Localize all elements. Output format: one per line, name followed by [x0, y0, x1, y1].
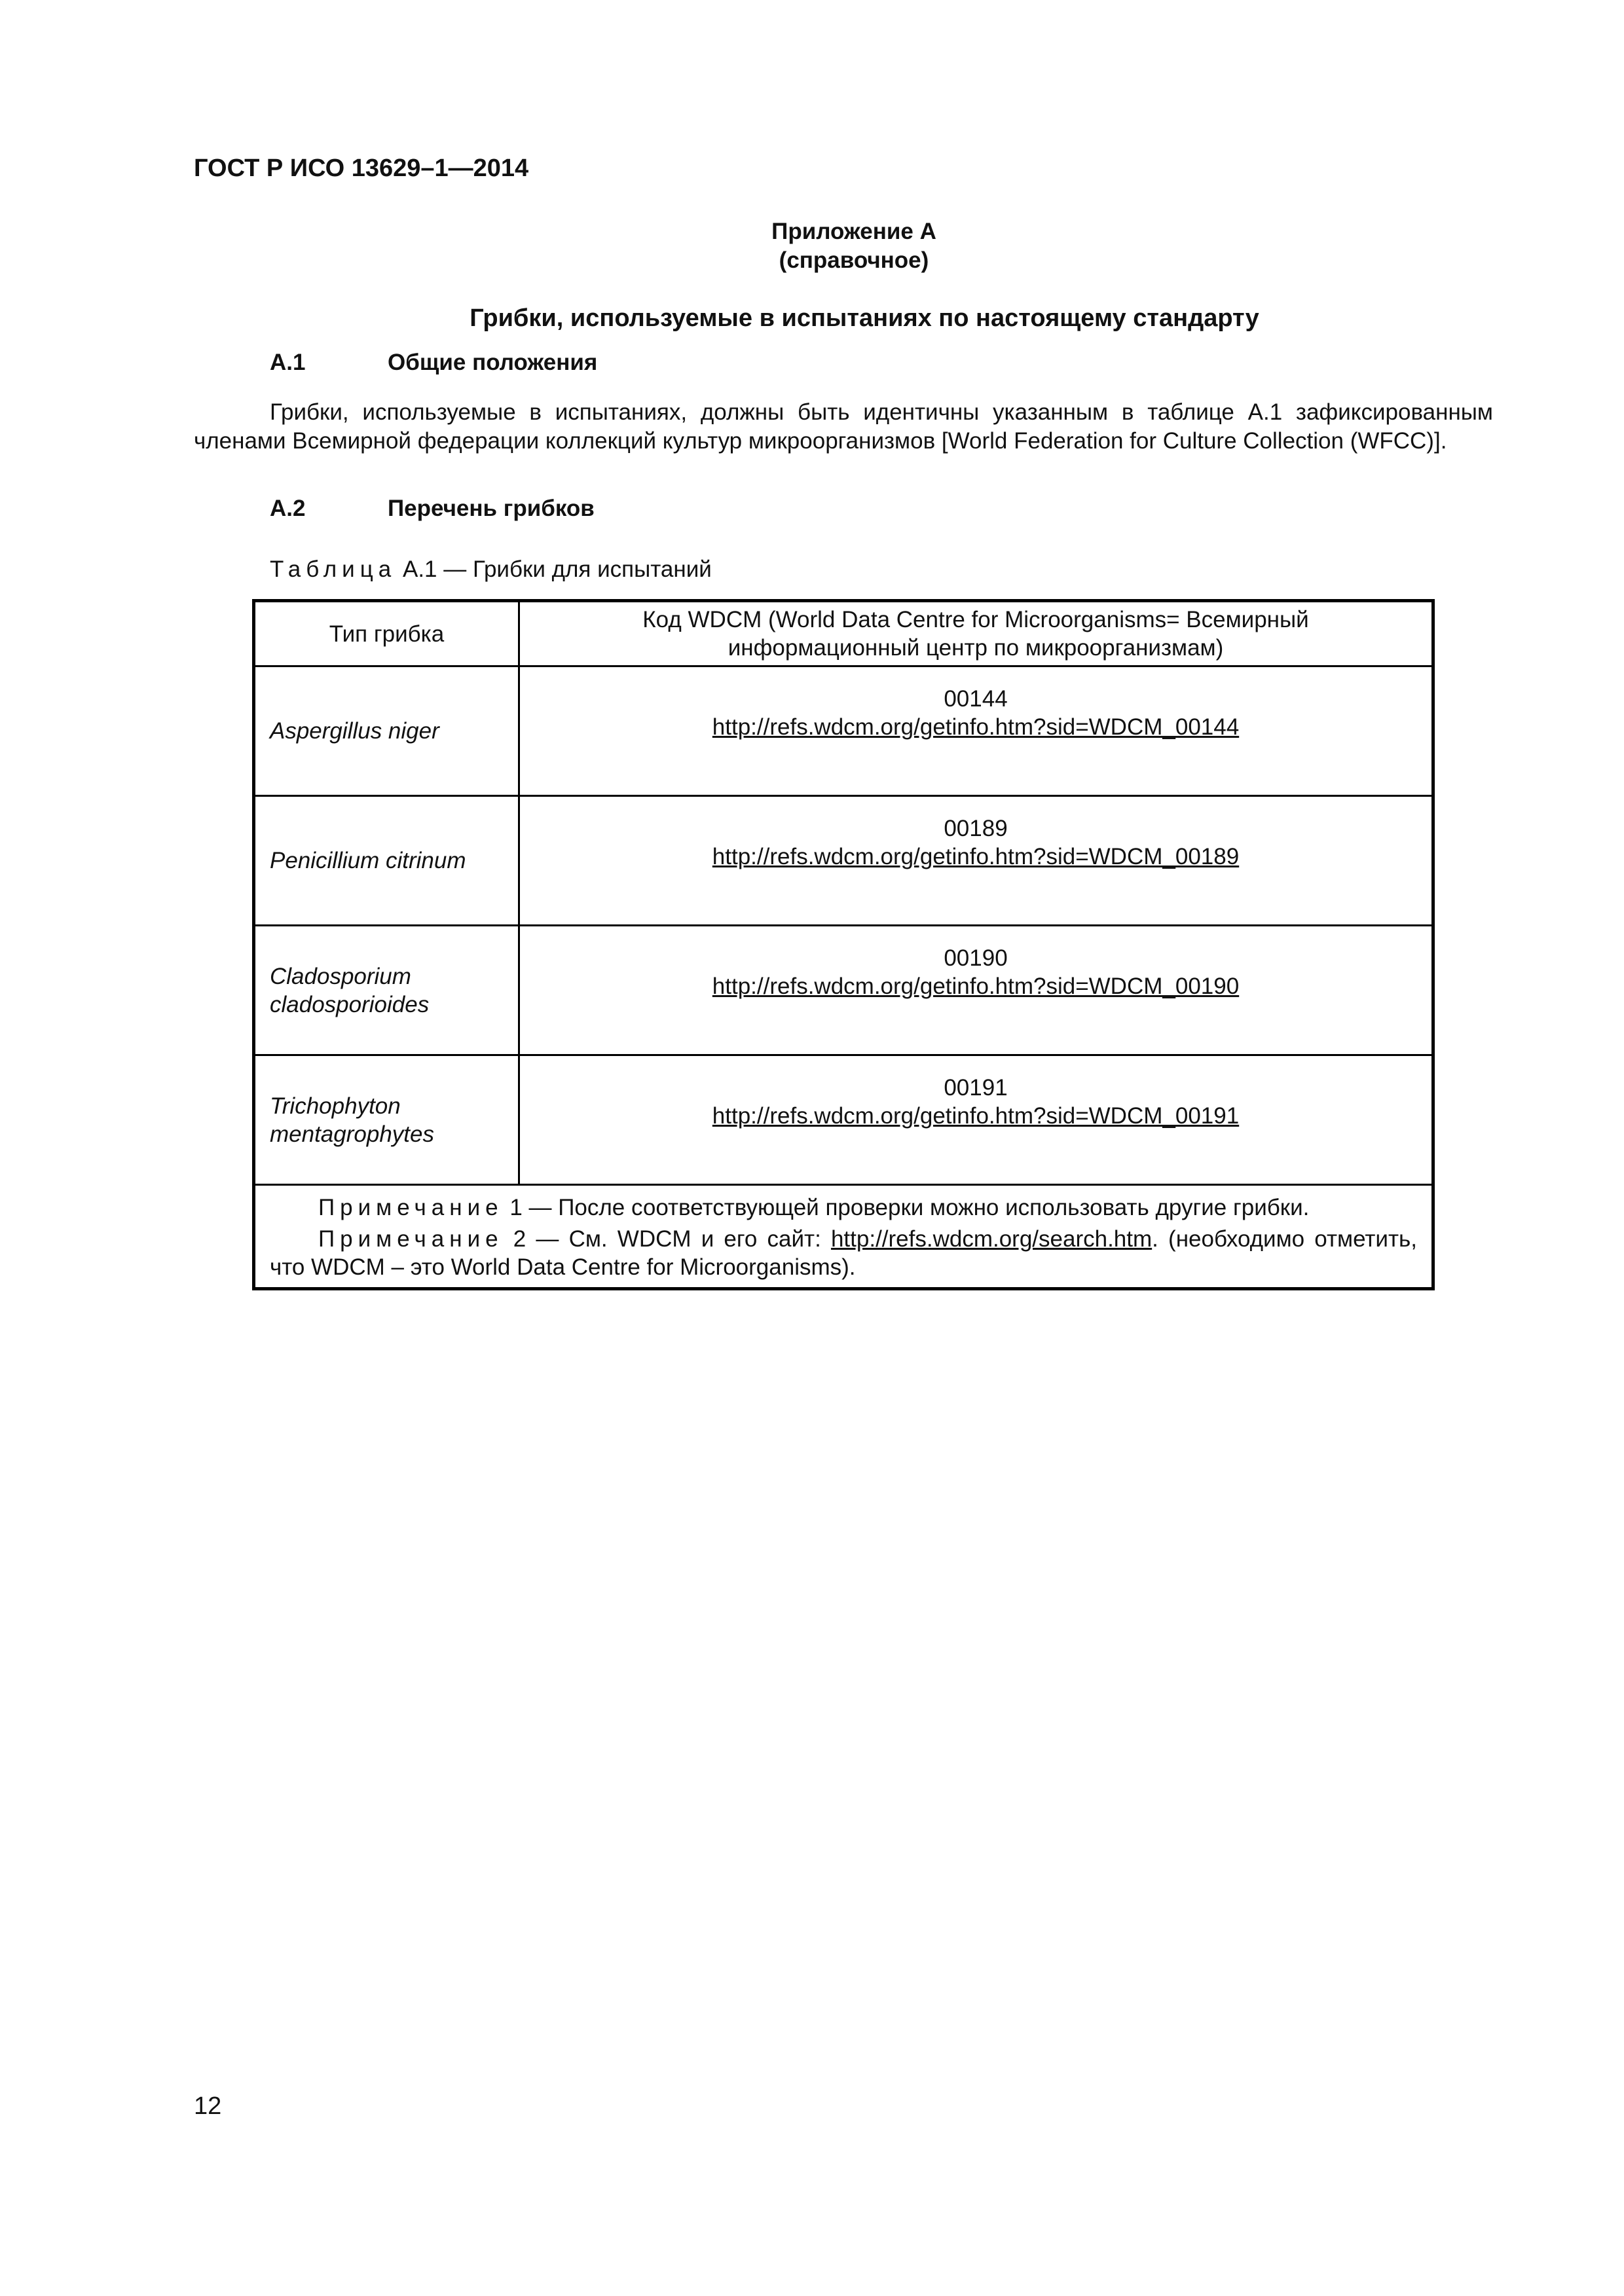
table-header-row — [255, 602, 1431, 665]
fungus-name: Aspergillus niger — [255, 667, 520, 795]
table-row — [255, 924, 1431, 1054]
note-1-text: 1 — После соответствующей проверки можно использовать другие грибки. — [509, 1195, 1310, 1220]
fungus-name: Cladosporium cladosporioides — [255, 926, 520, 1054]
fungus-name: Penicillium citrinum — [255, 797, 520, 924]
wdcm-cell — [520, 667, 1431, 795]
section-a1-number: А.1 — [270, 350, 306, 375]
note-2-tail: . (необходимо отметить, что WDCM – это World Data Centre for Microorganisms). — [270, 1226, 1417, 1280]
wdcm-link[interactable]: http://refs.wdcm.org/getinfo.htm?sid=WDCM_00189 — [712, 844, 1240, 869]
annex-heading — [671, 217, 1037, 275]
note-2-label: Примечание — [318, 1226, 504, 1252]
section-a2-number: А.2 — [270, 496, 306, 521]
section-a2-title: Перечень грибков — [388, 496, 595, 521]
header-fungus-type: Тип грибка — [255, 602, 520, 665]
wdcm-link[interactable]: http://refs.wdcm.org/getinfo.htm?sid=WDCM_00144 — [712, 714, 1240, 740]
wdcm-link[interactable]: http://refs.wdcm.org/getinfo.htm?sid=WDCM_00190 — [712, 974, 1240, 999]
table-notes — [255, 1184, 1431, 1287]
wdcm-link[interactable]: http://refs.wdcm.org/getinfo.htm?sid=WDCM_00191 — [712, 1103, 1240, 1129]
annex-title: Грибки, используемые в испытаниях по настоящему стандарту — [470, 304, 1259, 332]
wdcm-search-link[interactable]: http://refs.wdcm.org/search.htm — [830, 1226, 1153, 1252]
table-row — [255, 665, 1431, 795]
annex-type: (справочное) — [779, 247, 929, 273]
page-number: 12 — [194, 2092, 222, 2120]
annex-label: Приложение А — [771, 219, 936, 244]
fungi-table — [252, 599, 1435, 1290]
wdcm-code: 00189 — [944, 816, 1008, 841]
note-1-label: Примечание — [318, 1195, 504, 1220]
header-wdcm-code: Код WDCM (World Data Centre for Microorganisms= Всемирный информационный центр по микроорганизмам) — [642, 607, 1309, 661]
table-row — [255, 795, 1431, 924]
table-caption — [270, 556, 712, 583]
wdcm-code: 00191 — [944, 1075, 1008, 1101]
wdcm-code: 00144 — [944, 686, 1008, 712]
note-2-lead: 2 — См. WDCM и его сайт: — [513, 1226, 821, 1252]
table-caption-text: А.1 — Грибки для испытаний — [402, 556, 712, 582]
note-1 — [270, 1194, 1417, 1222]
section-a1-paragraph: Грибки, используемые в испытаниях, должны быть идентичны указанным в таблице А.1 зафиксированным членами Всемирной федерации коллекций культур микроорганизмов [World Federation for Culture Collection (WFCC)]. — [194, 399, 1493, 454]
wdcm-cell — [520, 926, 1431, 1054]
note-2 — [270, 1225, 1417, 1281]
table-row — [255, 1054, 1431, 1184]
document-code: ГОСТ Р ИСО 13629–1—2014 — [194, 155, 529, 182]
table-caption-prefix: Таблица — [270, 556, 397, 582]
section-a1-title: Общие положения — [388, 350, 598, 375]
wdcm-cell — [520, 1056, 1431, 1184]
fungus-name: Trichophyton mentagrophytes — [255, 1056, 520, 1184]
wdcm-code: 00190 — [944, 945, 1008, 971]
wdcm-cell — [520, 797, 1431, 924]
